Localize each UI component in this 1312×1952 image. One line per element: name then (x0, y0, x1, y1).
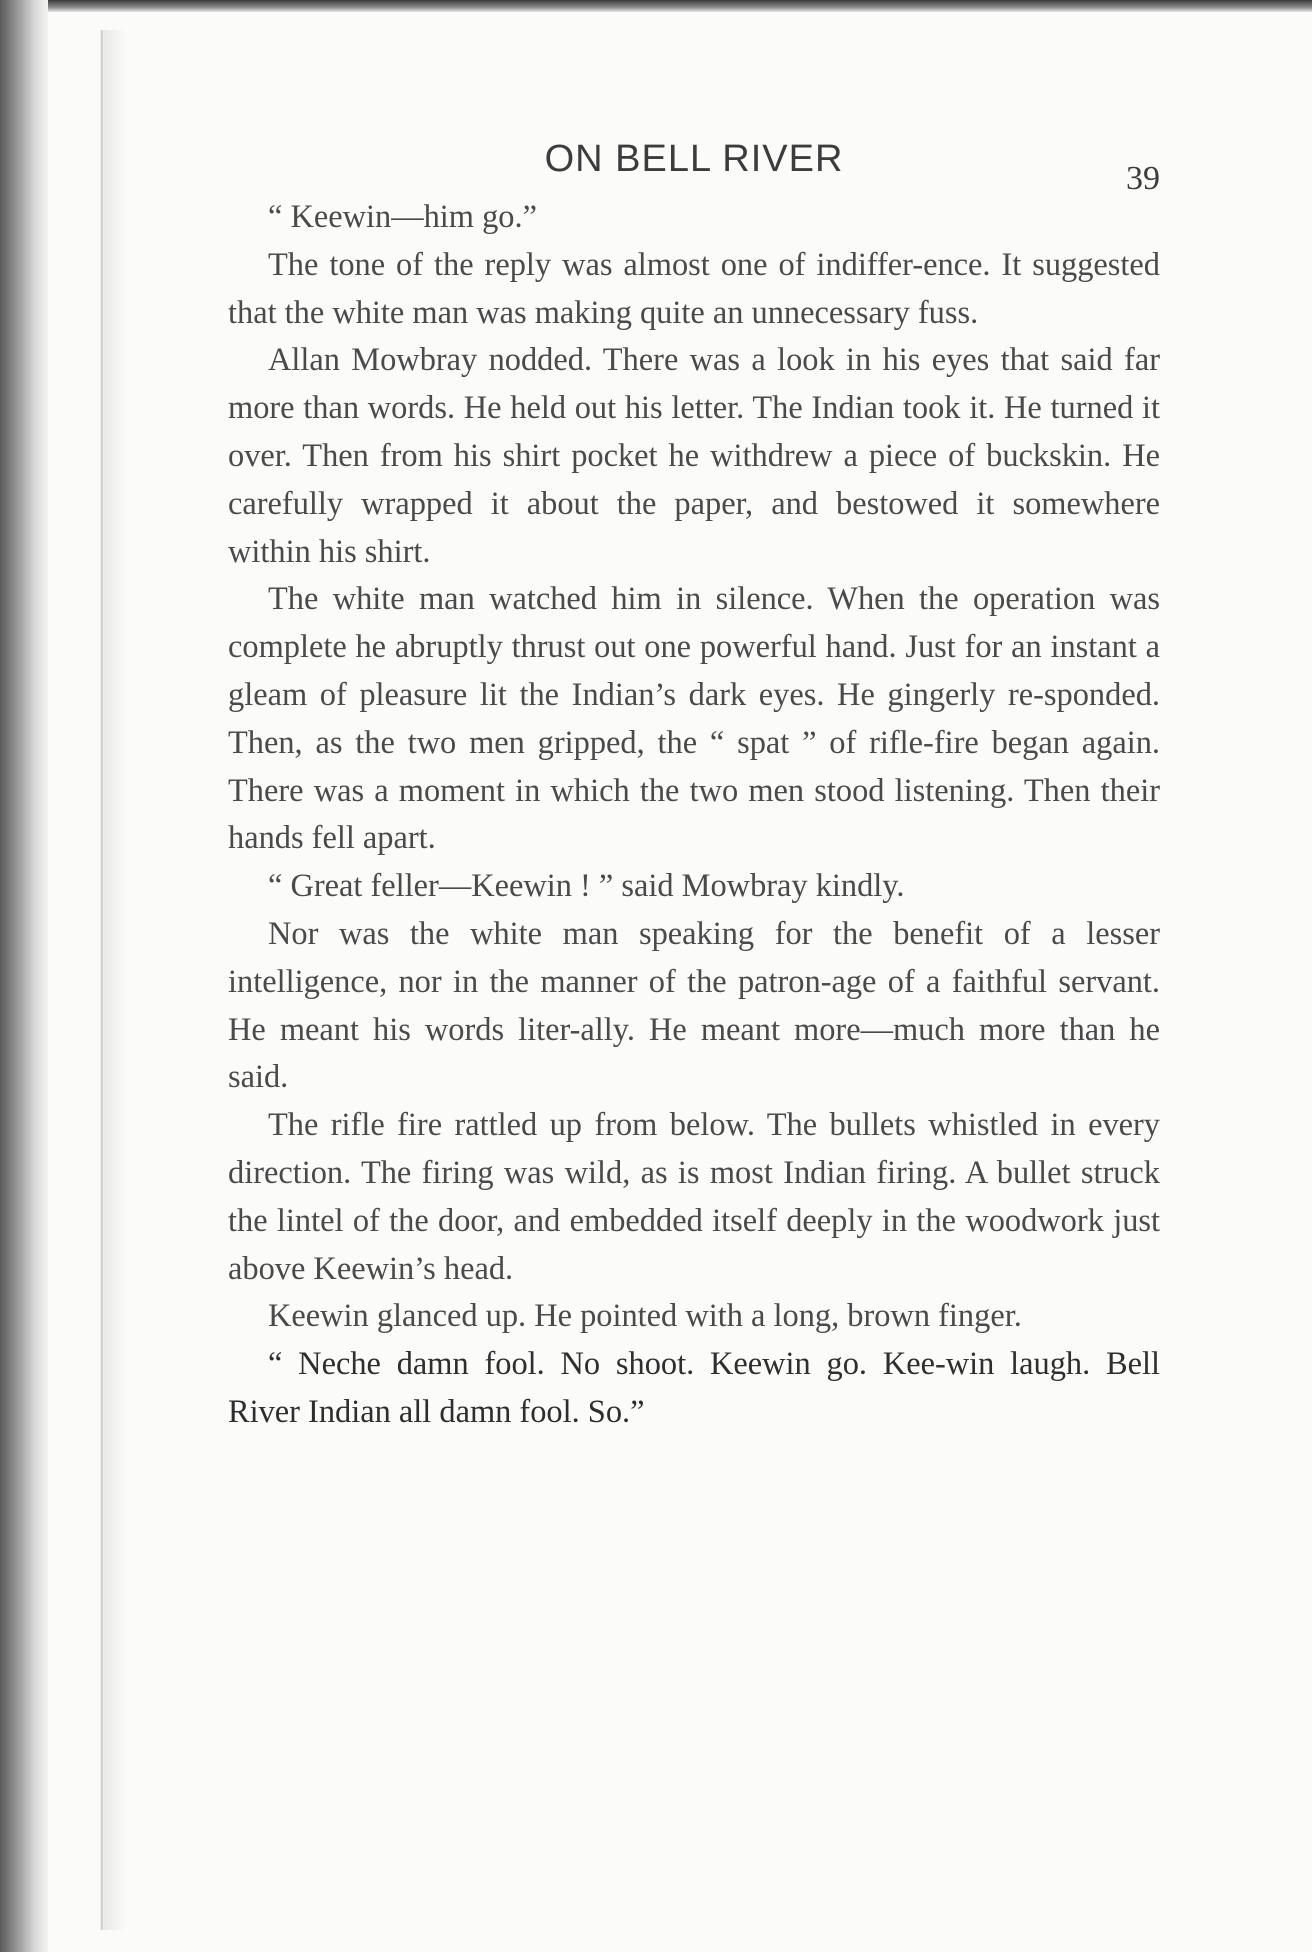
running-head: ON BELL RIVER (544, 138, 844, 180)
paragraph: Nor was the white man speaking for the benefit of a lesser intelligence, nor in the manner of the patron-age of a faithful servant. He meant his words liter-ally. He meant more—much more than he said. (228, 915, 1160, 1096)
page-header (228, 138, 1160, 197)
paragraph: The tone of the reply was almost one of indiffer-ence. It suggested that the white man was making quite an unnecessary fuss. (228, 246, 1160, 331)
book-spine-edge (0, 0, 48, 1952)
book-page (228, 138, 1160, 1437)
paragraph: The white man watched him in silence. When the operation was complete he abruptly thrust out one powerful hand. Just for an instant a gleam of pleasure lit the Indian’s dark eyes. He gingerly re-sponded. Then, as the two men gripped, the “ spat ” of rifle-fire began again. There was a moment in which the two men stood listening. Then their hands fell apart. (228, 581, 1160, 857)
paragraph: Keewin glanced up. He pointed with a long, brown finger. (268, 1298, 1022, 1335)
paragraph: The rifle fire rattled up from below. The bullets whistled in every direction. The firing was wild, as is most Indian firing. A bullet struck the lintel of the door, and embedded itself deeply in the woodwork just above Keewin’s head. (228, 1107, 1160, 1287)
page-gutter-shadow (104, 30, 126, 1930)
paragraph: “ Neche damn fool. No shoot. Keewin go. Kee-win laugh. Bell River Indian all damn fool. So.” (228, 1346, 1160, 1430)
page-body (228, 194, 1160, 1437)
paragraph: “ Great feller—Keewin ! ” said Mowbray kindly. (268, 868, 905, 905)
scan-top-edge (0, 0, 1312, 12)
page-number: 39 (1126, 160, 1160, 197)
paragraph: Allan Mowbray nodded. There was a look in his eyes that said far more than words. He held out his letter. The Indian took it. He turned it over. Then from his shirt pocket he withdrew a piece of buckskin. He carefully wrapped it about the paper, and bestowed it somewhere within his shirt. (228, 342, 1160, 570)
paragraph: “ Keewin—him go.” (268, 199, 537, 235)
